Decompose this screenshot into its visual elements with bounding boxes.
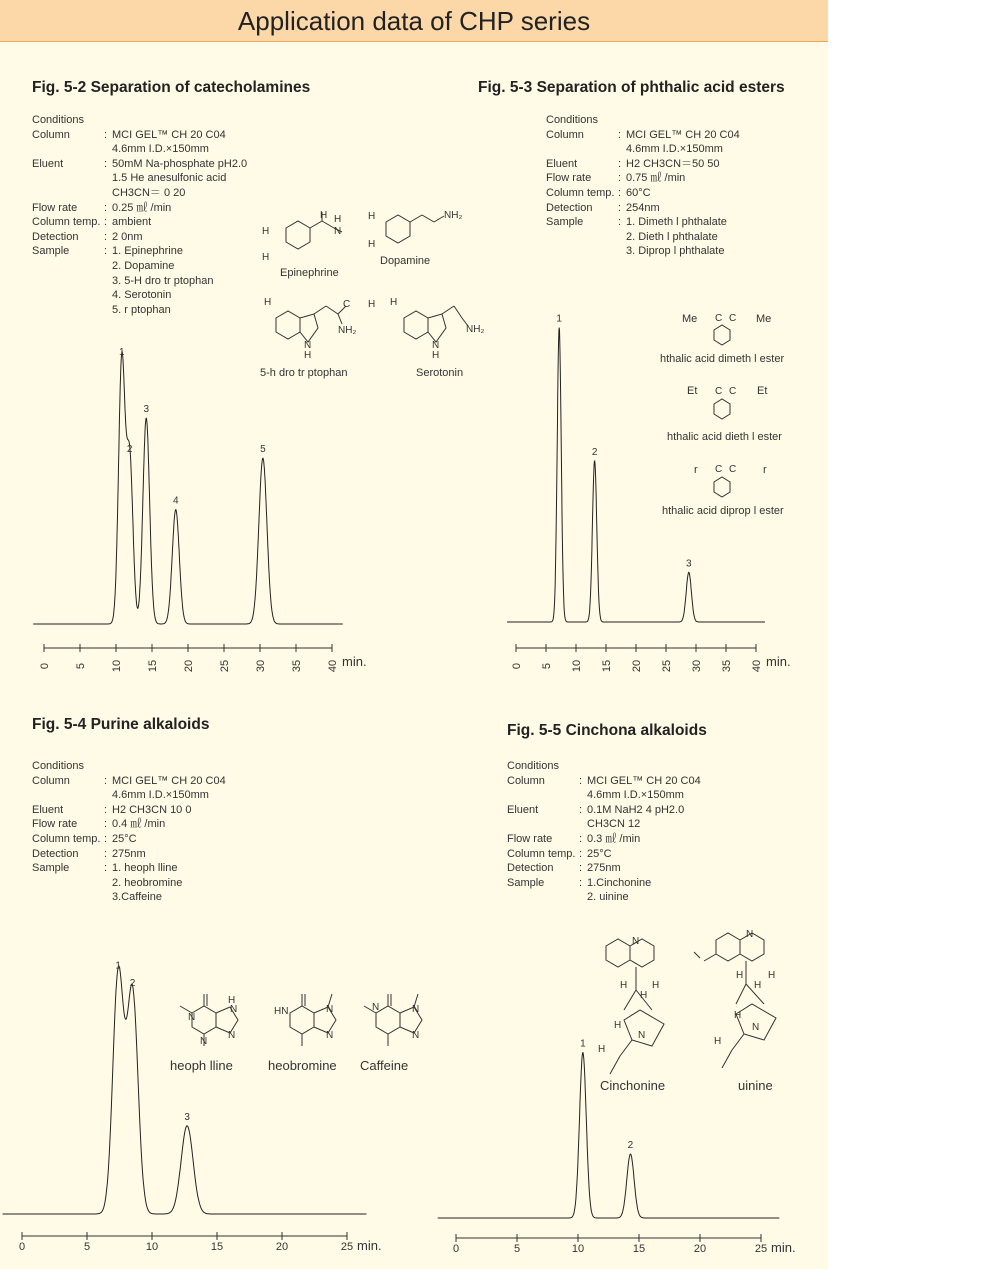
condition-value: MCI GEL™ CH 20 C04: [626, 128, 740, 141]
svg-text:H: H: [768, 970, 776, 981]
x-tick-label: 0: [511, 662, 523, 670]
svg-text:H: H: [304, 350, 312, 361]
fig53-title: Fig. 5-3 Separation of phthalic acid esters: [478, 79, 785, 96]
peak-label: 3: [686, 558, 692, 570]
condition-value: 1.5 He anesulfonic acid: [112, 172, 227, 185]
condition-label: Flow rate: [546, 172, 592, 185]
svg-text:H: H: [734, 1010, 742, 1021]
svg-text:H: H: [736, 970, 744, 981]
condition-colon: :: [579, 847, 583, 860]
condition-value: 254nm: [626, 201, 660, 214]
condition-value: 4. Serotonin: [112, 289, 172, 302]
condition-value: CH3CN＝ 0 20: [112, 186, 186, 199]
chromatogram-trace: [507, 328, 768, 623]
condition-colon: :: [618, 201, 622, 214]
x-tick-label: 25: [661, 659, 673, 673]
fig55-chromatogram: [438, 1039, 796, 1255]
svg-text:C: C: [343, 299, 351, 310]
condition-label: Column: [32, 774, 70, 787]
svg-text:H: H: [754, 980, 762, 991]
peak-label: 4: [172, 495, 179, 507]
svg-text:H: H: [390, 297, 398, 308]
condition-colon: :: [104, 774, 108, 787]
condition-value: 3. 5-H dro tr ptophan: [112, 274, 214, 287]
svg-text:H: H: [640, 990, 648, 1001]
condition-colon: :: [104, 832, 108, 845]
condition-value: 2 0nm: [112, 230, 143, 243]
caffeine-structure-icon: [360, 994, 422, 1073]
peak-label: 2: [591, 446, 598, 458]
condition-label: Eluent: [32, 803, 64, 816]
condition-value: 0.3 ㎖ /min: [587, 832, 641, 845]
svg-text:H: H: [228, 995, 236, 1006]
peak-label: 2: [627, 1140, 634, 1152]
fig54-chromatogram: [3, 961, 382, 1253]
svg-text:C: C: [715, 313, 723, 324]
peak-label: 2: [129, 978, 136, 990]
condition-label: Detection: [546, 201, 593, 214]
x-unit-label: min.: [771, 1240, 796, 1255]
quinine-label: uinine: [738, 1078, 773, 1093]
svg-text:H: H: [368, 211, 376, 222]
condition-label: Flow rate: [32, 201, 78, 214]
svg-text:NH₂: NH₂: [338, 325, 357, 336]
condition-value: 4.6mm I.D.×150mm: [587, 789, 684, 802]
condition-value: MCI GEL™ CH 20 C04: [587, 774, 701, 787]
condition-value: 4.6mm I.D.×150mm: [112, 789, 209, 802]
x-tick-label: 40: [327, 659, 339, 673]
peak-label: 1: [556, 313, 562, 325]
svg-text:Et: Et: [757, 385, 768, 397]
svg-text:N: N: [632, 936, 640, 947]
condition-value: 3. Diprop l phthalate: [626, 245, 725, 258]
condition-colon: :: [618, 157, 622, 170]
svg-text:H: H: [320, 210, 328, 221]
condition-colon: :: [104, 245, 108, 258]
conditions-heading: Conditions: [32, 114, 84, 126]
dopamine-label: Dopamine: [380, 255, 431, 267]
svg-text:NH₂: NH₂: [466, 324, 485, 335]
condition-label: Column temp.: [32, 216, 101, 229]
condition-label: Column temp.: [32, 832, 101, 845]
x-tick-label: 30: [255, 659, 267, 673]
condition-value: 1. heoph lline: [112, 862, 178, 875]
condition-value: 0.75 ㎖ /min: [626, 172, 686, 185]
svg-text:Et: Et: [687, 385, 698, 397]
svg-text:r: r: [763, 464, 767, 476]
condition-colon: :: [579, 803, 583, 816]
x-tick-label: 20: [183, 659, 195, 673]
condition-value: 2. uinine: [587, 891, 629, 904]
condition-label: Detection: [32, 847, 79, 860]
svg-text:N: N: [188, 1012, 196, 1023]
peak-label: 1: [580, 1038, 586, 1050]
condition-label: Column: [507, 774, 545, 787]
x-unit-label: min.: [766, 654, 791, 669]
condition-value: 0.4 ㎖ /min: [112, 818, 166, 831]
svg-text:H: H: [432, 350, 440, 361]
theophylline-structure-icon: [170, 994, 238, 1073]
x-tick-label: 0: [18, 1241, 26, 1253]
condition-label: Sample: [546, 216, 584, 229]
condition-value: 0.1M NaH2 4 pH2.0: [587, 803, 685, 816]
x-tick-label: 5: [83, 1241, 91, 1253]
condition-label: Column: [32, 128, 70, 141]
hydroxytryptophan-label: 5-h dro tr ptophan: [260, 367, 348, 379]
svg-text:H: H: [334, 214, 342, 225]
x-unit-label: min.: [357, 1238, 382, 1253]
condition-value: 4.6mm I.D.×150mm: [112, 143, 209, 156]
svg-text:H: H: [614, 1020, 622, 1031]
x-tick-label: 10: [145, 1241, 159, 1253]
x-tick-label: 10: [571, 659, 583, 673]
x-tick-label: 5: [75, 662, 87, 670]
diethyl-phthalate-structure-icon: [667, 385, 782, 443]
x-tick-label: 10: [111, 659, 123, 673]
svg-text:N: N: [326, 1030, 334, 1041]
svg-text:H: H: [262, 226, 270, 237]
condition-value: 2. Dopamine: [112, 259, 175, 272]
condition-label: Column temp.: [507, 847, 576, 860]
svg-text:H: H: [262, 252, 270, 263]
svg-text:N: N: [200, 1036, 208, 1047]
x-tick-label: 25: [754, 1243, 768, 1255]
x-tick-label: 15: [210, 1241, 224, 1253]
condition-value: 2. Dieth l phthalate: [626, 230, 718, 243]
conditions-heading: Conditions: [32, 760, 84, 772]
svg-text:N: N: [228, 1030, 236, 1041]
fig53-chromatogram: [507, 314, 791, 673]
condition-colon: :: [104, 216, 108, 229]
peak-label: 3: [184, 1111, 190, 1123]
condition-colon: :: [579, 862, 583, 875]
condition-colon: :: [104, 230, 108, 243]
condition-label: Detection: [32, 230, 79, 243]
condition-label: Flow rate: [507, 832, 553, 845]
svg-text:C: C: [715, 386, 723, 397]
svg-text:N: N: [230, 1004, 238, 1015]
peak-label: 5: [260, 444, 266, 456]
chromatogram-trace: [3, 966, 367, 1214]
x-tick-label: 20: [275, 1241, 289, 1253]
svg-text:N: N: [638, 1030, 646, 1041]
svg-text:HN: HN: [274, 1006, 289, 1017]
x-tick-label: 15: [147, 659, 159, 673]
condition-label: Sample: [507, 876, 545, 889]
condition-colon: :: [618, 186, 622, 199]
x-unit-label: min.: [342, 654, 367, 669]
condition-value: MCI GEL™ CH 20 C04: [112, 128, 226, 141]
condition-label: Flow rate: [32, 818, 78, 831]
svg-text:H: H: [368, 299, 376, 310]
condition-label: Eluent: [546, 157, 578, 170]
svg-text:N: N: [412, 1004, 420, 1015]
condition-value: 1.Cinchonine: [587, 876, 652, 889]
condition-colon: :: [104, 201, 108, 214]
dimethyl-phthalate-label: hthalic acid dimeth l ester: [660, 353, 785, 365]
conditions-heading: Conditions: [507, 760, 559, 772]
serotonin-structure-icon: [390, 297, 484, 379]
condition-value: 275nm: [112, 847, 146, 860]
x-tick-label: 20: [693, 1243, 707, 1255]
condition-colon: :: [104, 862, 108, 875]
svg-text:C: C: [715, 464, 723, 475]
condition-colon: :: [104, 847, 108, 860]
svg-text:N: N: [334, 226, 342, 237]
condition-label: Column: [546, 128, 584, 141]
svg-text:Me: Me: [682, 313, 698, 325]
svg-text:N: N: [746, 929, 754, 940]
x-tick-label: 15: [601, 659, 613, 673]
condition-colon: :: [618, 216, 622, 229]
svg-text:N: N: [372, 1002, 380, 1013]
condition-value: 4.6mm I.D.×150mm: [626, 143, 723, 156]
condition-value: MCI GEL™ CH 20 C04: [112, 774, 226, 787]
condition-value: 25°C: [112, 832, 137, 845]
condition-value: ambient: [112, 216, 152, 229]
x-tick-label: 25: [340, 1241, 354, 1253]
hydroxytryptophan-structure-icon: [260, 297, 375, 379]
x-tick-label: 5: [541, 662, 553, 670]
fig52-title: Fig. 5-2 Separation of catecholamines: [32, 79, 311, 96]
fig52-chromatogram: [33, 347, 366, 672]
condition-colon: :: [579, 774, 583, 787]
condition-colon: :: [618, 172, 622, 185]
diethyl-phthalate-label: hthalic acid dieth l ester: [667, 431, 782, 443]
condition-value: 275nm: [587, 862, 621, 875]
x-tick-label: 35: [721, 659, 733, 673]
condition-value: 50mM Na-phosphate pH2.0: [112, 157, 248, 170]
condition-colon: :: [104, 157, 108, 170]
dimethyl-phthalate-structure-icon: [660, 313, 784, 365]
theobromine-structure-icon: [268, 994, 337, 1073]
svg-text:H: H: [714, 1036, 722, 1047]
condition-label: Detection: [507, 862, 554, 875]
x-tick-label: 35: [291, 659, 303, 673]
dopamine-structure-icon: [368, 210, 462, 267]
condition-colon: :: [104, 128, 108, 141]
x-tick-label: 15: [632, 1243, 646, 1255]
svg-text:Me: Me: [756, 313, 772, 325]
condition-label: Eluent: [32, 157, 64, 170]
condition-value: 0.25 ㎖ /min: [112, 201, 172, 214]
condition-value: CH3CN 12: [587, 818, 641, 831]
svg-text:C: C: [729, 464, 737, 475]
x-tick-label: 0: [452, 1243, 460, 1255]
x-tick-label: 25: [219, 659, 231, 673]
quinine-structure-icon: [694, 929, 776, 1093]
svg-text:H: H: [264, 297, 272, 308]
condition-value: 5. r ptophan: [112, 303, 171, 316]
x-tick-label: 40: [751, 659, 763, 673]
peak-label: 1: [115, 960, 121, 972]
condition-value: H2 CH3CN＝50 50: [626, 157, 720, 170]
x-tick-label: 20: [631, 659, 643, 673]
condition-colon: :: [104, 803, 108, 816]
condition-label: Column temp.: [546, 186, 615, 199]
theophylline-label: heoph lline: [170, 1058, 233, 1073]
x-tick-label: 5: [513, 1243, 521, 1255]
theobromine-label: heobromine: [268, 1058, 337, 1073]
dipropyl-phthalate-structure-icon: [662, 464, 784, 517]
epinephrine-structure-icon: [262, 210, 342, 279]
condition-value: 2. heobromine: [112, 876, 183, 889]
x-tick-label: 10: [571, 1243, 585, 1255]
condition-value: 3.Caffeine: [112, 891, 162, 904]
cinchonine-structure-icon: [598, 936, 665, 1093]
condition-colon: :: [104, 818, 108, 831]
condition-label: Eluent: [507, 803, 539, 816]
condition-value: H2 CH3CN 10 0: [112, 803, 192, 816]
condition-colon: :: [579, 832, 583, 845]
svg-text:r: r: [694, 464, 698, 476]
condition-value: 25°C: [587, 847, 612, 860]
cinchonine-label: Cinchonine: [600, 1078, 666, 1093]
fig55-title: Fig. 5-5 Cinchona alkaloids: [507, 722, 707, 739]
page-title: Application data of CHP series: [237, 6, 591, 36]
x-tick-label: 30: [691, 659, 703, 673]
condition-colon: :: [579, 876, 583, 889]
chromatogram-trace: [33, 352, 343, 624]
svg-text:N: N: [304, 340, 312, 351]
conditions-heading: Conditions: [546, 114, 598, 126]
svg-text:H: H: [620, 980, 628, 991]
condition-label: Sample: [32, 862, 70, 875]
peak-label: 2: [126, 444, 133, 456]
peak-label: 1: [118, 346, 125, 358]
epinephrine-label: Epinephrine: [280, 267, 339, 279]
svg-text:H: H: [598, 1044, 606, 1055]
fig54-title: Fig. 5-4 Purine alkaloids: [32, 716, 210, 733]
svg-text:H: H: [368, 239, 376, 250]
condition-colon: :: [618, 128, 622, 141]
svg-text:NH₂: NH₂: [444, 210, 463, 221]
condition-value: 1. Epinephrine: [112, 245, 183, 258]
dipropyl-phthalate-label: hthalic acid diprop l ester: [662, 505, 784, 517]
peak-label: 3: [143, 404, 150, 416]
x-tick-label: 0: [39, 662, 51, 670]
svg-text:N: N: [326, 1004, 334, 1015]
svg-text:C: C: [729, 386, 737, 397]
serotonin-label: Serotonin: [416, 367, 464, 379]
condition-label: Sample: [32, 245, 70, 258]
svg-text:H: H: [652, 980, 660, 991]
condition-value: 60°C: [626, 186, 651, 199]
svg-text:C: C: [729, 313, 737, 324]
svg-text:N: N: [752, 1022, 760, 1033]
caffeine-label: Caffeine: [360, 1058, 409, 1073]
svg-text:N: N: [412, 1030, 420, 1041]
condition-value: 1. Dimeth l phthalate: [626, 216, 727, 229]
svg-text:N: N: [432, 340, 440, 351]
